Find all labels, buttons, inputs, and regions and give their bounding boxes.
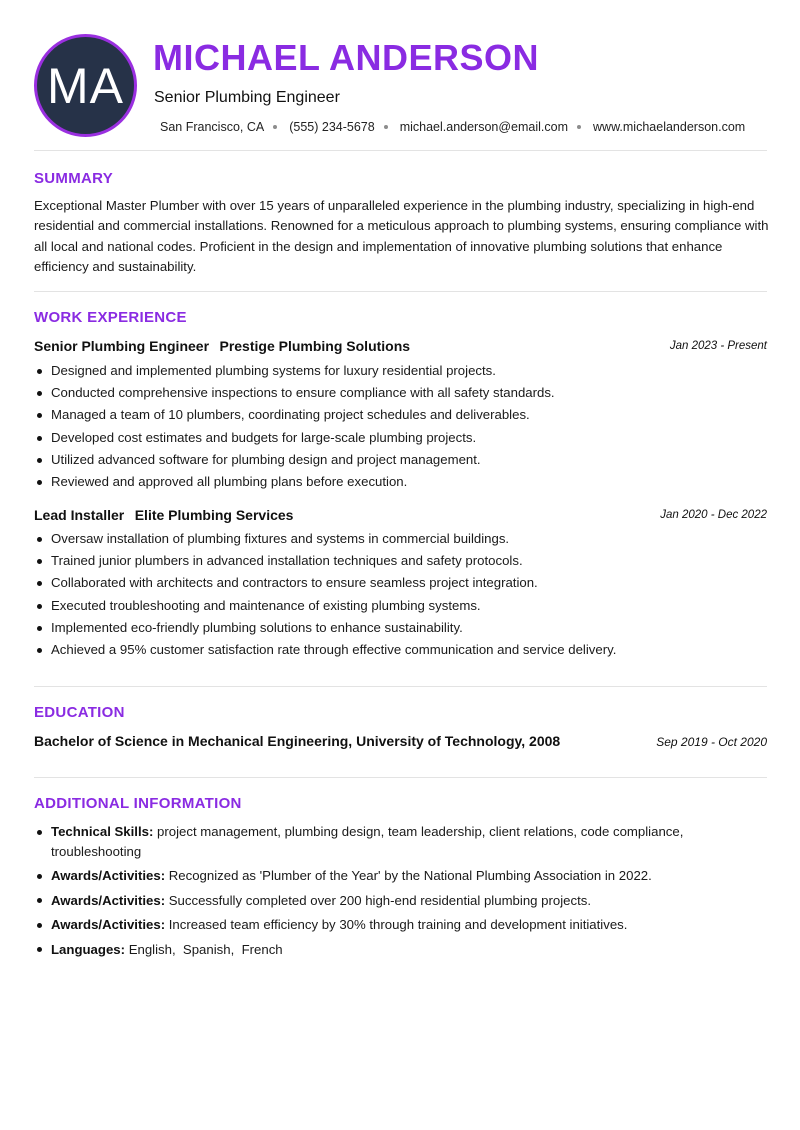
- list-item: Achieved a 95% customer satisfaction rate through effective communication and service delivery.: [34, 641, 767, 659]
- contact-line: [160, 120, 745, 134]
- summary-heading: SUMMARY: [34, 170, 114, 187]
- item-label: Awards/Activities:: [51, 917, 166, 932]
- list-item: Implemented eco-friendly plumbing solutions to enhance sustainability.: [34, 619, 767, 637]
- item-text: English, Spanish, French: [128, 941, 283, 957]
- job-header: [34, 338, 767, 358]
- education-degree: Bachelor of Science in Mechanical Engineering, University of Technology, 2008: [34, 733, 561, 749]
- item-label: Languages:: [51, 941, 126, 957]
- list-item: Utilized advanced software for plumbing design and project management.: [34, 451, 767, 469]
- item-text: project management, plumbing design, team leadership, client relations, code compliance, troubleshooting: [51, 824, 684, 859]
- item-label: Technical Skills:: [51, 824, 154, 839]
- job-bullets: [34, 362, 767, 495]
- summary-text: Exceptional Master Plumber with over 15 years of unparalleled experience in the plumbing industry, specializing in high-end residential and commercial installations. Renowned for a meticulous approach to plumbing systems, ensuring compliance with all local and national codes. Proficient in the design and implementation of innovative plumbing solutions that enhance efficiency and sustainability.: [34, 198, 769, 274]
- job-role: Lead Installer: [34, 507, 125, 523]
- resume-header: [34, 34, 767, 138]
- separator-dot-icon: [384, 125, 388, 129]
- job-bullets: [34, 530, 767, 663]
- list-item: Oversaw installation of plumbing fixtures and systems in commercial buildings.: [34, 530, 767, 548]
- candidate-name: MICHAEL ANDERSON: [153, 37, 540, 78]
- education-heading: EDUCATION: [34, 704, 125, 721]
- additional-info-list: [34, 822, 767, 964]
- list-item: [34, 866, 767, 886]
- list-item: Collaborated with architects and contractors to ensure seamless project integration.: [34, 574, 767, 592]
- list-item: Executed troubleshooting and maintenance of existing plumbing systems.: [34, 597, 767, 615]
- list-item: [34, 940, 767, 960]
- divider: [34, 291, 767, 292]
- divider: [34, 686, 767, 687]
- list-item: Developed cost estimates and budgets for large-scale plumbing projects.: [34, 429, 767, 447]
- list-item: Managed a team of 10 plumbers, coordinating project schedules and deliverables.: [34, 406, 767, 424]
- separator-dot-icon: [273, 125, 277, 129]
- avatar: [34, 34, 137, 137]
- divider: [34, 777, 767, 778]
- list-item: Designed and implemented plumbing systems for luxury residential projects.: [34, 362, 767, 380]
- job-company: Prestige Plumbing Solutions: [219, 338, 411, 354]
- list-item: [34, 822, 767, 861]
- job-role: Senior Plumbing Engineer: [34, 338, 210, 354]
- contact-email[interactable]: michael.anderson@email.com: [399, 120, 569, 134]
- list-item: Conducted comprehensive inspections to ensure compliance with all safety standards.: [34, 384, 767, 402]
- job-dates: Jan 2023 - Present: [669, 340, 767, 352]
- item-text: Successfully completed over 200 high-end residential plumbing projects.: [168, 892, 591, 908]
- education-entry: [34, 733, 767, 753]
- candidate-title: Senior Plumbing Engineer: [154, 89, 340, 106]
- list-item: Reviewed and approved all plumbing plans before execution.: [34, 473, 767, 491]
- job-company: Elite Plumbing Services: [134, 507, 294, 523]
- additional-info-heading: ADDITIONAL INFORMATION: [34, 795, 242, 812]
- contact-phone: (555) 234-5678: [289, 120, 375, 134]
- item-text: Recognized as 'Plumber of the Year' by the National Plumbing Association in 2022.: [168, 868, 652, 883]
- contact-location: San Francisco, CA: [160, 120, 265, 134]
- list-item: [34, 915, 767, 935]
- education-dates: Sep 2019 - Oct 2020: [656, 735, 767, 749]
- list-item: [34, 891, 767, 911]
- work-experience-heading: WORK EXPERIENCE: [34, 309, 187, 326]
- contact-website[interactable]: www.michaelanderson.com: [593, 120, 746, 134]
- separator-dot-icon: [577, 125, 581, 129]
- list-item: Trained junior plumbers in advanced installation techniques and safety protocols.: [34, 552, 767, 570]
- job-header: [34, 507, 767, 527]
- item-text: Increased team efficiency by 30% through training and development initiatives.: [168, 917, 628, 932]
- job-dates: Jan 2020 - Dec 2022: [660, 509, 767, 521]
- item-label: Awards/Activities:: [51, 868, 166, 883]
- divider: [34, 150, 767, 151]
- avatar-initials: MA: [47, 57, 124, 114]
- item-label: Awards/Activities:: [51, 892, 166, 908]
